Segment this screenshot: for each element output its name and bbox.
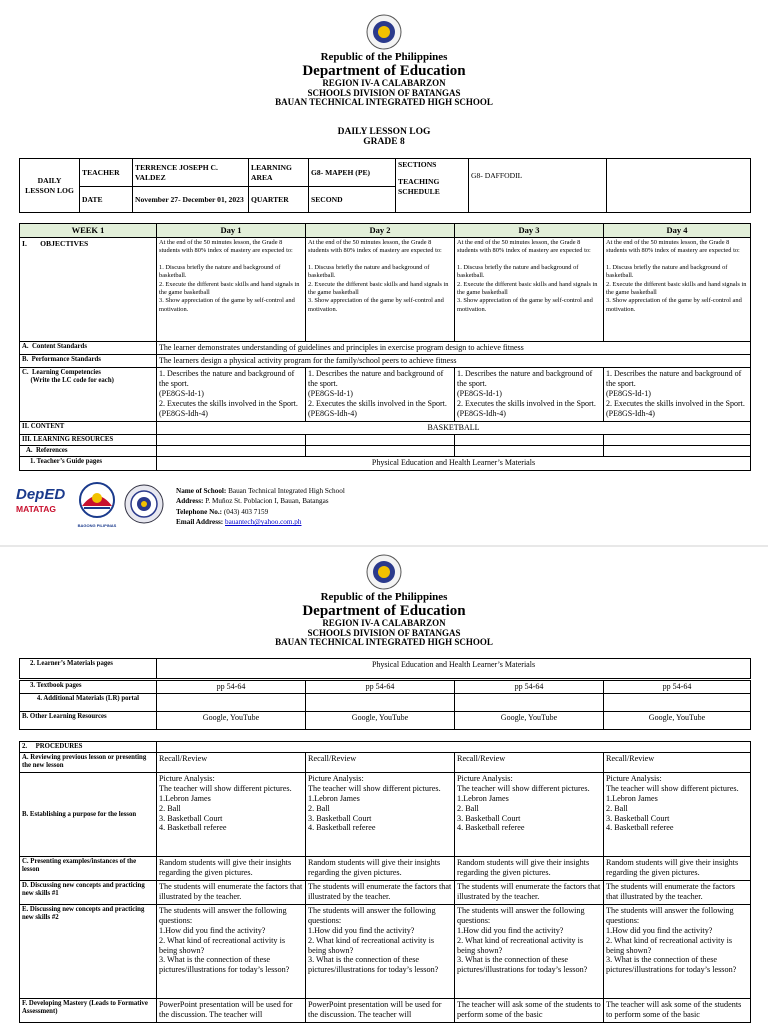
learners-materials-value: Physical Education and Health Learner’s Materials (157, 659, 751, 679)
reviewing-day-1: Recall/Review (157, 753, 306, 773)
textbook-day-2: pp 54-64 (306, 681, 455, 694)
additional-materials-label: 4. Additional Materials (LR) portal (20, 694, 157, 712)
bagong-pilipinas-icon (72, 482, 122, 518)
email-label: Email Address: (176, 518, 224, 527)
competencies-label: C. Learning Competencies (Write the LC code for each) (20, 368, 157, 422)
discussing-2-label: E. Discussing new concepts and practicing new skills #2 (20, 905, 157, 999)
content-standards-value: The learner demonstrates understanding of guidelines and principles in exercise program design to achieve fitness (157, 342, 751, 355)
teachers-guide-label: 1. Teacher’s Guide pages (20, 457, 157, 471)
department-line-2: Department of Education (302, 602, 466, 619)
day-4-header: Day 4 (604, 224, 751, 238)
objectives-day-2: At the end of the 50 minutes lesson, the Grade 8 students with 80% index of mastery are expected to: 1. Discuss briefly the nature and background of basketball. 2. Execute the different basic skills and hand signals in the game basketball 3. Show appreciation of the game by self-control and motivation. (306, 238, 455, 342)
letterhead (0, 52, 768, 108)
learners-materials-label: 2. Learner’s Materials pages (20, 659, 157, 679)
region-line: REGION IV-A CALABARZON (322, 78, 446, 89)
discussing-2-day-1: The students will answer the following questions: 1.How did you find the activity? 2. What kind of recreational activity is being shown? 3. What is the connection of these pictures/illustrations for today’s lesson? (157, 905, 306, 999)
teacher-label: TEACHER (80, 159, 133, 187)
schedule-label: TEACHING SCHEDULE (398, 177, 440, 196)
reviewing-day-3: Recall/Review (455, 753, 604, 773)
school-line-2: BAUAN TECHNICAL INTEGRATED HIGH SCHOOL (275, 637, 493, 648)
date-value: November 27- December 01, 2023 (133, 187, 249, 213)
textbook-day-4: pp 54-64 (604, 681, 751, 694)
competencies-day-4: 1. Describes the nature and background of the sport. (PE8GS-Id-1) 2. Executes the skills involved in the Sport. (PE8GS-Idh-4) (604, 368, 751, 422)
section-value: G8- DAFFODIL (469, 159, 607, 213)
discussing-1-day-1: The students will enumerate the factors that illustrated by the teacher. (157, 881, 306, 905)
competencies-day-1: 1. Describes the nature and background of the sport. (PE8GS-Id-1) 2. Executes the skills involved in the Sport. (PE8GS-Idh-4) (157, 368, 306, 422)
other-resources-day-2: Google, YouTube (306, 712, 455, 730)
deped-logo-text: DepED (16, 486, 66, 503)
sections-cell (396, 159, 469, 213)
procedures-label: 2. PROCEDURES (20, 742, 157, 753)
examples-day-4: Random students will give their insights regarding the given pictures. (604, 857, 751, 881)
school-line: BAUAN TECHNICAL INTEGRATED HIGH SCHOOL (275, 97, 493, 108)
discussing-2-day-4: The students will answer the following questions: 1.How did you find the activity? 2. What kind of recreational activity is being shown? 3. What is the connection of these pictures/illustrations for today’s lesson? (604, 905, 751, 999)
teachers-guide-value: Physical Education and Health Learner’s Materials (157, 457, 751, 471)
mastery-day-1: PowerPoint presentation will be used for the discussion. The teacher will (157, 999, 306, 1023)
examples-day-2: Random students will give their insights regarding the given pictures. (306, 857, 455, 881)
objectives-day-3: At the end of the 50 minutes lesson, the Grade 8 students with 80% index of mastery are expected to: 1. Discuss briefly the nature and background of basketball. 2. Execute the different basic skills and hand signals in the game basketball 3. Show appreciation of the game by self-control and motivation. (455, 238, 604, 342)
purpose-day-1: Picture Analysis: The teacher will show different pictures. 1.Lebron James 2. Ball 3. Basketball Court 4. Basketball referee (157, 773, 306, 857)
address-label: Address: (176, 497, 204, 506)
reviewing-day-2: Recall/Review (306, 753, 455, 773)
department-line: Department of Education (302, 62, 466, 79)
reviewing-label: A. Reviewing previous lesson or presenting the new lesson (20, 753, 157, 773)
textbook-label: 3. Textbook pages (20, 681, 157, 694)
discussing-1-day-3: The students will enumerate the factors that illustrated by the teacher. (455, 881, 604, 905)
resources-label: III. LEARNING RESOURCES (20, 435, 157, 446)
examples-day-1: Random students will give their insights regarding the given pictures. (157, 857, 306, 881)
discussing-1-day-2: The students will enumerate the factors that illustrated by the teacher. (306, 881, 455, 905)
area-label: LEARNING AREA (249, 159, 309, 187)
discussing-1-label: D. Discussing new concepts and practicing new skills #1 (20, 881, 157, 905)
textbook-day-1: pp 54-64 (157, 681, 306, 694)
day-3-header: Day 3 (455, 224, 604, 238)
school-name-value: Bauan Technical Integrated High School (228, 487, 345, 495)
reviewing-day-4: Recall/Review (604, 753, 751, 773)
matatag-logo-text: MATATAG (16, 504, 56, 514)
school-footer (16, 482, 756, 542)
procedures-table (19, 741, 751, 1023)
telephone-label: Telephone No.: (176, 507, 223, 516)
examples-day-3: Random students will give their insights regarding the given pictures. (455, 857, 604, 881)
mastery-label: F. Developing Mastery (Leads to Formative Assessment) (20, 999, 157, 1023)
area-value: G8- MAPEH (PE) (309, 159, 396, 187)
page-separator (0, 545, 768, 547)
day-2-header: Day 2 (306, 224, 455, 238)
references-label: A. References (20, 446, 157, 457)
objectives-day-4: At the end of the 50 minutes lesson, the Grade 8 students with 80% index of mastery are expected to: 1. Discuss briefly the nature and background of basketball. 2. Execute the different basic skills and hand signals in the game basketball 3. Show appreciation of the game by self-control and motivation. (604, 238, 751, 342)
division-line: SCHOOLS DIVISION OF BATANGAS (307, 87, 461, 98)
day-1-header: Day 1 (157, 224, 306, 238)
mastery-day-3: The teacher will ask some of the students to perform some of the basic (455, 999, 604, 1023)
school-seal-icon (124, 484, 164, 524)
competencies-day-2: 1. Describes the nature and background of the sport. (PE8GS-Id-1) 2. Executes the skills involved in the Sport. (PE8GS-Idh-4) (306, 368, 455, 422)
quarter-value: SECOND (309, 187, 396, 213)
daily-lesson-log-title: DAILY LESSON LOG (337, 127, 431, 137)
division-line-2: SCHOOLS DIVISION OF BATANGAS (307, 627, 461, 638)
lesson-table-2a (19, 658, 751, 679)
email-link[interactable]: bauantech@yahoo.com.ph (225, 518, 302, 527)
objectives-label: I. OBJECTIVES (20, 238, 157, 342)
dll-label: DAILY LESSON LOG (20, 159, 80, 213)
purpose-day-3: Picture Analysis: The teacher will show different pictures. 1.Lebron James 2. Ball 3. Basketball Court 4. Basketball referee (455, 773, 604, 857)
school-name-label: Name of School: (176, 487, 227, 495)
letterhead-2 (0, 592, 768, 648)
content-label: II. CONTENT (20, 422, 157, 435)
address-value: P. Muñoz St. Poblacion I, Bauan, Batangas (205, 497, 329, 506)
other-resources-day-4: Google, YouTube (604, 712, 751, 730)
telephone-value: (043) 403 7159 (223, 507, 269, 516)
purpose-day-2: Picture Analysis: The teacher will show different pictures. 1.Lebron James 2. Ball 3. Basketball Court 4. Basketball referee (306, 773, 455, 857)
other-resources-label: B. Other Learning Resources (20, 712, 157, 730)
purpose-label: B. Establishing a purpose for the lesson (20, 773, 157, 857)
content-value: BASKETBALL (157, 422, 751, 435)
discussing-2-day-2: The students will answer the following questions: 1.How did you find the activity? 2. What kind of recreational activity is being shown? 3. What is the connection of these pictures/illustrations for today’s lesson? (306, 905, 455, 999)
deped-seal-icon-2 (366, 554, 402, 590)
other-resources-day-1: Google, YouTube (157, 712, 306, 730)
discussing-1-day-4: The students will enumerate the factors that illustrated by the teacher. (604, 881, 751, 905)
lesson-table-1 (19, 223, 751, 471)
teacher-value: TERRENCE JOSEPH C. VALDEZ (133, 159, 249, 187)
textbook-day-3: pp 54-64 (455, 681, 604, 694)
week-label: WEEK 1 (20, 224, 157, 238)
lesson-table-2b (19, 680, 751, 730)
bagong-pilipinas-text: BAGONG PILIPINAS (77, 523, 117, 528)
purpose-day-4: Picture Analysis: The teacher will show different pictures. 1.Lebron James 2. Ball 3. Basketball Court 4. Basketball referee (604, 773, 751, 857)
sections-label: SECTIONS (398, 160, 437, 169)
mastery-day-4: The teacher will ask some of the students to perform some of the basic (604, 999, 751, 1023)
bagong-pilipinas-logo (72, 482, 122, 528)
objectives-day-1: At the end of the 50 minutes lesson, the Grade 8 students with 80% index of mastery are expected to: 1. Discuss briefly the nature and background of basketball. 2. Execute the different basic skills and hand signals in the game basketball 3. Show appreciation of the game by self-control and motivation. (157, 238, 306, 342)
performance-standards-value: The learners design a physical activity program for the family/school peers to achieve fitness (157, 355, 751, 368)
content-standards-label: A. Content Standards (20, 342, 157, 355)
republic-line: Republic of the Philippines (320, 51, 448, 63)
mastery-day-2: PowerPoint presentation will be used for the discussion. The teacher will (306, 999, 455, 1023)
date-label: DATE (80, 187, 133, 213)
examples-label: C. Presenting examples/instances of the lesson (20, 857, 157, 881)
region-line-2: REGION IV-A CALABARZON (322, 618, 446, 629)
competencies-day-3: 1. Describes the nature and background of the sport. (PE8GS-Id-1) 2. Executes the skills involved in the Sport. (PE8GS-Idh-4) (455, 368, 604, 422)
republic-line-2: Republic of the Philippines (320, 591, 448, 603)
other-resources-day-3: Google, YouTube (455, 712, 604, 730)
deped-matatag-logo (16, 486, 66, 522)
deped-seal-icon (366, 14, 402, 50)
quarter-label: QUARTER (249, 187, 309, 213)
discussing-2-day-3: The students will answer the following questions: 1.How did you find the activity? 2. What kind of recreational activity is being shown? 3. What is the connection of these pictures/illustrations for today’s lesson? (455, 905, 604, 999)
log-title (0, 128, 768, 148)
school-contact-info (176, 486, 345, 528)
info-table (19, 158, 751, 213)
performance-standards-label: B. Performance Standards (20, 355, 157, 368)
blank-cell (607, 159, 751, 213)
grade-title: GRADE 8 (363, 136, 405, 147)
